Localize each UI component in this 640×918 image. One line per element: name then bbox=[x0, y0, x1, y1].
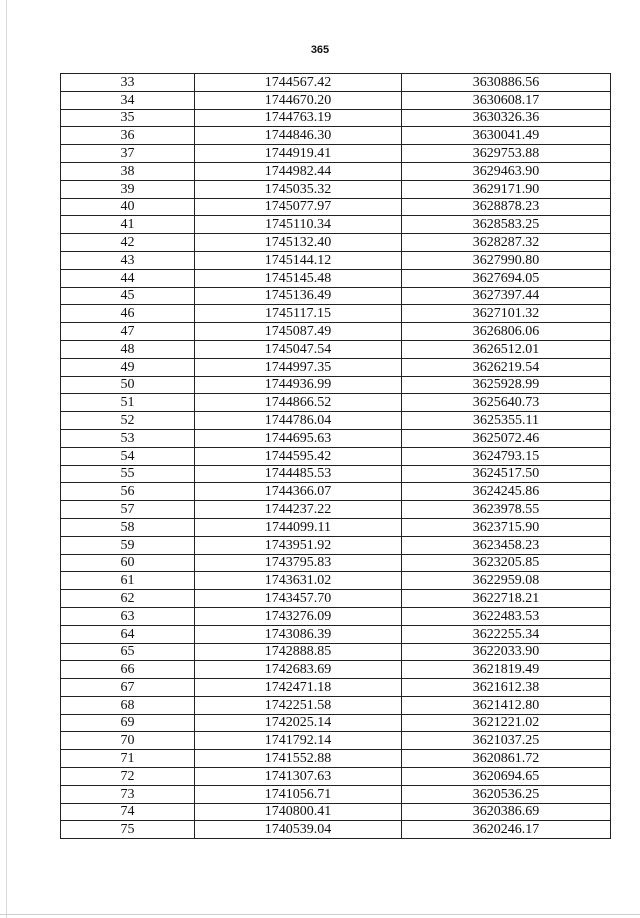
point-number-cell: 42 bbox=[61, 234, 195, 252]
table-row bbox=[61, 696, 611, 714]
table-row bbox=[61, 340, 611, 358]
x-coordinate-cell: 1744763.19 bbox=[195, 109, 402, 127]
table-row bbox=[61, 234, 611, 252]
x-coordinate-cell: 1742683.69 bbox=[195, 661, 402, 679]
table-row bbox=[61, 74, 611, 92]
x-coordinate-cell: 1744099.11 bbox=[195, 518, 402, 536]
table-row bbox=[61, 785, 611, 803]
table-row bbox=[61, 679, 611, 697]
x-coordinate-cell: 1744670.20 bbox=[195, 91, 402, 109]
y-coordinate-cell: 3630041.49 bbox=[402, 127, 611, 145]
x-coordinate-cell: 1740800.41 bbox=[195, 803, 402, 821]
table-row bbox=[61, 376, 611, 394]
y-coordinate-cell: 3627694.05 bbox=[402, 269, 611, 287]
point-number-cell: 40 bbox=[61, 198, 195, 216]
x-coordinate-cell: 1745117.15 bbox=[195, 305, 402, 323]
y-coordinate-cell: 3620861.72 bbox=[402, 750, 611, 768]
x-coordinate-cell: 1745144.12 bbox=[195, 251, 402, 269]
table-row bbox=[61, 162, 611, 180]
point-number-cell: 33 bbox=[61, 74, 195, 92]
x-coordinate-cell: 1744997.35 bbox=[195, 358, 402, 376]
y-coordinate-cell: 3626219.54 bbox=[402, 358, 611, 376]
table-row bbox=[61, 643, 611, 661]
y-coordinate-cell: 3627397.44 bbox=[402, 287, 611, 305]
y-coordinate-cell: 3621412.80 bbox=[402, 696, 611, 714]
table-row bbox=[61, 590, 611, 608]
point-number-cell: 47 bbox=[61, 323, 195, 341]
x-coordinate-cell: 1744936.99 bbox=[195, 376, 402, 394]
table-row bbox=[61, 127, 611, 145]
y-coordinate-cell: 3620246.17 bbox=[402, 821, 611, 839]
table-row bbox=[61, 572, 611, 590]
y-coordinate-cell: 3624245.86 bbox=[402, 483, 611, 501]
point-number-cell: 70 bbox=[61, 732, 195, 750]
table-row bbox=[61, 447, 611, 465]
x-coordinate-cell: 1744485.53 bbox=[195, 465, 402, 483]
x-coordinate-cell: 1744982.44 bbox=[195, 162, 402, 180]
point-number-cell: 45 bbox=[61, 287, 195, 305]
x-coordinate-cell: 1743086.39 bbox=[195, 625, 402, 643]
point-number-cell: 53 bbox=[61, 429, 195, 447]
y-coordinate-cell: 3621221.02 bbox=[402, 714, 611, 732]
y-coordinate-cell: 3625072.46 bbox=[402, 429, 611, 447]
point-number-cell: 55 bbox=[61, 465, 195, 483]
point-number-cell: 39 bbox=[61, 180, 195, 198]
y-coordinate-cell: 3626806.06 bbox=[402, 323, 611, 341]
y-coordinate-cell: 3621037.25 bbox=[402, 732, 611, 750]
x-coordinate-cell: 1744786.04 bbox=[195, 412, 402, 430]
table-row bbox=[61, 91, 611, 109]
point-number-cell: 61 bbox=[61, 572, 195, 590]
y-coordinate-cell: 3620694.65 bbox=[402, 768, 611, 786]
coordinates-table bbox=[60, 73, 611, 839]
point-number-cell: 52 bbox=[61, 412, 195, 430]
y-coordinate-cell: 3624793.15 bbox=[402, 447, 611, 465]
x-coordinate-cell: 1744595.42 bbox=[195, 447, 402, 465]
point-number-cell: 51 bbox=[61, 394, 195, 412]
y-coordinate-cell: 3622718.21 bbox=[402, 590, 611, 608]
table-row bbox=[61, 518, 611, 536]
y-coordinate-cell: 3622033.90 bbox=[402, 643, 611, 661]
table-row bbox=[61, 625, 611, 643]
y-coordinate-cell: 3626512.01 bbox=[402, 340, 611, 358]
table-row bbox=[61, 554, 611, 572]
y-coordinate-cell: 3625355.11 bbox=[402, 412, 611, 430]
table-row bbox=[61, 180, 611, 198]
y-coordinate-cell: 3629463.90 bbox=[402, 162, 611, 180]
table-row bbox=[61, 803, 611, 821]
y-coordinate-cell: 3628878.23 bbox=[402, 198, 611, 216]
point-number-cell: 60 bbox=[61, 554, 195, 572]
table-row bbox=[61, 109, 611, 127]
y-coordinate-cell: 3624517.50 bbox=[402, 465, 611, 483]
point-number-cell: 65 bbox=[61, 643, 195, 661]
point-number-cell: 63 bbox=[61, 607, 195, 625]
x-coordinate-cell: 1743631.02 bbox=[195, 572, 402, 590]
y-coordinate-cell: 3628287.32 bbox=[402, 234, 611, 252]
y-coordinate-cell: 3622483.53 bbox=[402, 607, 611, 625]
x-coordinate-cell: 1742471.18 bbox=[195, 679, 402, 697]
table-row bbox=[61, 323, 611, 341]
table-row bbox=[61, 145, 611, 163]
y-coordinate-cell: 3628583.25 bbox=[402, 216, 611, 234]
point-number-cell: 36 bbox=[61, 127, 195, 145]
point-number-cell: 54 bbox=[61, 447, 195, 465]
x-coordinate-cell: 1744846.30 bbox=[195, 127, 402, 145]
table-row bbox=[61, 501, 611, 519]
point-number-cell: 58 bbox=[61, 518, 195, 536]
table-row bbox=[61, 607, 611, 625]
page-bottom-edge bbox=[0, 914, 640, 915]
table-row bbox=[61, 394, 611, 412]
coordinates-table-body bbox=[61, 74, 611, 839]
y-coordinate-cell: 3623205.85 bbox=[402, 554, 611, 572]
x-coordinate-cell: 1742888.85 bbox=[195, 643, 402, 661]
point-number-cell: 67 bbox=[61, 679, 195, 697]
y-coordinate-cell: 3625640.73 bbox=[402, 394, 611, 412]
point-number-cell: 64 bbox=[61, 625, 195, 643]
x-coordinate-cell: 1743457.70 bbox=[195, 590, 402, 608]
table-row bbox=[61, 768, 611, 786]
y-coordinate-cell: 3621819.49 bbox=[402, 661, 611, 679]
x-coordinate-cell: 1745132.40 bbox=[195, 234, 402, 252]
y-coordinate-cell: 3623978.55 bbox=[402, 501, 611, 519]
x-coordinate-cell: 1744366.07 bbox=[195, 483, 402, 501]
point-number-cell: 35 bbox=[61, 109, 195, 127]
point-number-cell: 56 bbox=[61, 483, 195, 501]
table-row bbox=[61, 216, 611, 234]
table-row bbox=[61, 251, 611, 269]
x-coordinate-cell: 1741056.71 bbox=[195, 785, 402, 803]
y-coordinate-cell: 3630326.36 bbox=[402, 109, 611, 127]
point-number-cell: 44 bbox=[61, 269, 195, 287]
table-row bbox=[61, 750, 611, 768]
x-coordinate-cell: 1745035.32 bbox=[195, 180, 402, 198]
x-coordinate-cell: 1745110.34 bbox=[195, 216, 402, 234]
point-number-cell: 71 bbox=[61, 750, 195, 768]
table-row bbox=[61, 661, 611, 679]
y-coordinate-cell: 3627101.32 bbox=[402, 305, 611, 323]
point-number-cell: 49 bbox=[61, 358, 195, 376]
point-number-cell: 74 bbox=[61, 803, 195, 821]
table-row bbox=[61, 412, 611, 430]
y-coordinate-cell: 3630608.17 bbox=[402, 91, 611, 109]
x-coordinate-cell: 1745145.48 bbox=[195, 269, 402, 287]
point-number-cell: 34 bbox=[61, 91, 195, 109]
page-number: 365 bbox=[310, 44, 330, 56]
y-coordinate-cell: 3623458.23 bbox=[402, 536, 611, 554]
point-number-cell: 57 bbox=[61, 501, 195, 519]
point-number-cell: 73 bbox=[61, 785, 195, 803]
x-coordinate-cell: 1743795.83 bbox=[195, 554, 402, 572]
point-number-cell: 46 bbox=[61, 305, 195, 323]
table-row bbox=[61, 536, 611, 554]
x-coordinate-cell: 1745087.49 bbox=[195, 323, 402, 341]
x-coordinate-cell: 1742025.14 bbox=[195, 714, 402, 732]
x-coordinate-cell: 1742251.58 bbox=[195, 696, 402, 714]
x-coordinate-cell: 1744695.63 bbox=[195, 429, 402, 447]
y-coordinate-cell: 3629753.88 bbox=[402, 145, 611, 163]
x-coordinate-cell: 1745136.49 bbox=[195, 287, 402, 305]
table-row bbox=[61, 269, 611, 287]
point-number-cell: 72 bbox=[61, 768, 195, 786]
table-row bbox=[61, 287, 611, 305]
table-row bbox=[61, 305, 611, 323]
table-row bbox=[61, 465, 611, 483]
x-coordinate-cell: 1741552.88 bbox=[195, 750, 402, 768]
y-coordinate-cell: 3622959.08 bbox=[402, 572, 611, 590]
x-coordinate-cell: 1744866.52 bbox=[195, 394, 402, 412]
x-coordinate-cell: 1745047.54 bbox=[195, 340, 402, 358]
table-row bbox=[61, 429, 611, 447]
point-number-cell: 38 bbox=[61, 162, 195, 180]
point-number-cell: 75 bbox=[61, 821, 195, 839]
table-row bbox=[61, 821, 611, 839]
y-coordinate-cell: 3622255.34 bbox=[402, 625, 611, 643]
x-coordinate-cell: 1744919.41 bbox=[195, 145, 402, 163]
point-number-cell: 50 bbox=[61, 376, 195, 394]
x-coordinate-cell: 1744237.22 bbox=[195, 501, 402, 519]
point-number-cell: 68 bbox=[61, 696, 195, 714]
point-number-cell: 59 bbox=[61, 536, 195, 554]
point-number-cell: 41 bbox=[61, 216, 195, 234]
x-coordinate-cell: 1743276.09 bbox=[195, 607, 402, 625]
point-number-cell: 62 bbox=[61, 590, 195, 608]
y-coordinate-cell: 3620536.25 bbox=[402, 785, 611, 803]
table-row bbox=[61, 714, 611, 732]
y-coordinate-cell: 3623715.90 bbox=[402, 518, 611, 536]
point-number-cell: 69 bbox=[61, 714, 195, 732]
y-coordinate-cell: 3620386.69 bbox=[402, 803, 611, 821]
x-coordinate-cell: 1745077.97 bbox=[195, 198, 402, 216]
y-coordinate-cell: 3630886.56 bbox=[402, 74, 611, 92]
table-row bbox=[61, 358, 611, 376]
point-number-cell: 48 bbox=[61, 340, 195, 358]
page-left-edge bbox=[6, 0, 7, 918]
table-row bbox=[61, 198, 611, 216]
x-coordinate-cell: 1741792.14 bbox=[195, 732, 402, 750]
table-row bbox=[61, 732, 611, 750]
y-coordinate-cell: 3629171.90 bbox=[402, 180, 611, 198]
point-number-cell: 66 bbox=[61, 661, 195, 679]
x-coordinate-cell: 1744567.42 bbox=[195, 74, 402, 92]
y-coordinate-cell: 3627990.80 bbox=[402, 251, 611, 269]
y-coordinate-cell: 3621612.38 bbox=[402, 679, 611, 697]
x-coordinate-cell: 1740539.04 bbox=[195, 821, 402, 839]
point-number-cell: 43 bbox=[61, 251, 195, 269]
x-coordinate-cell: 1741307.63 bbox=[195, 768, 402, 786]
y-coordinate-cell: 3625928.99 bbox=[402, 376, 611, 394]
table-row bbox=[61, 483, 611, 501]
x-coordinate-cell: 1743951.92 bbox=[195, 536, 402, 554]
point-number-cell: 37 bbox=[61, 145, 195, 163]
